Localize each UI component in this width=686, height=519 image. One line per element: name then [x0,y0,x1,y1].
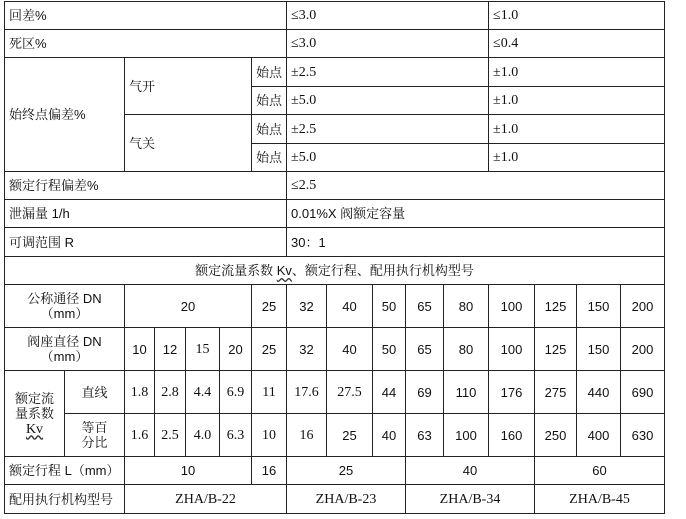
endpoint-value-2: ±1.0 [489,144,665,172]
air-open-label: 气开 [125,58,252,115]
seat-dn-value: 150 [577,328,621,371]
actuator-label: 配用执行机构型号 [5,485,125,514]
endpoint-value-1: ±5.0 [287,144,489,172]
endpoint-value-2: ±1.0 [489,87,665,115]
nominal-dn-label [5,285,125,328]
kv-linear-value: 2.8 [155,371,186,414]
kv-equal-value: 4.0 [186,414,220,457]
endpoint-value-2: ±1.0 [489,115,665,144]
kv-equal-value: 1.6 [125,414,155,457]
kv-linear-value: 27.5 [327,371,373,414]
range-label: 可调范围 R [5,228,287,257]
actuator-model: ZHA/B-22 [125,485,287,514]
rated-travel-value: 10 [125,457,252,485]
actuator-model: ZHA/B-23 [287,485,406,514]
endpoint-value-1: ±2.5 [287,115,489,144]
rated-travel-deviation-value: ≤2.5 [287,172,665,200]
start-point-label: 始点 [252,144,287,172]
kv-linear-value: 4.4 [186,371,220,414]
rated-travel-label: 额定行程 L（mm） [5,457,125,485]
row-rated-travel-deviation [5,172,665,200]
seat-dn-label-line1: 阀座直径 DN [27,334,102,349]
kv-label [5,371,65,457]
kv-linear-value: 11 [252,371,287,414]
section-title [5,257,665,285]
kv-linear-value: 275 [535,371,577,414]
seat-dn-value: 32 [287,328,327,371]
kv-equal-value: 63 [406,414,444,457]
kv-equal-value: 160 [489,414,535,457]
nominal-dn-value: 32 [287,285,327,328]
row-deadband [5,30,665,58]
start-point-label: 始点 [252,87,287,115]
endpoint-value-2: ±1.0 [489,58,665,87]
row-endpoint-1 [5,58,665,87]
kv-equal-value: 2.5 [155,414,186,457]
actuator-model: ZHA/B-45 [535,485,665,514]
deadband-value-1: ≤3.0 [287,30,489,58]
nominal-dn-label-line2: （mm） [40,306,89,321]
endpoint-value-1: ±2.5 [287,58,489,87]
seat-dn-value: 65 [406,328,444,371]
endpoint-value-1: ±5.0 [287,87,489,115]
kv-equal-value: 400 [577,414,621,457]
section-title-pre: 额定流量系数 [195,263,277,278]
row-seat-dn [5,328,665,371]
leakage-label: 泄漏量 1/h [5,200,287,228]
actuator-model: ZHA/B-34 [406,485,535,514]
seat-dn-value: 50 [373,328,406,371]
nominal-dn-value: 150 [577,285,621,328]
section-title-post: 、额定行程、配用执行机构型号 [291,263,474,278]
nominal-dn-value: 25 [252,285,287,328]
row-kv-equal-percentage [5,414,665,457]
deadband-value-2: ≤0.4 [489,30,665,58]
seat-dn-value: 100 [489,328,535,371]
seat-dn-label-line2: （mm） [40,349,89,364]
nominal-dn-value: 40 [327,285,373,328]
row-kv-linear [5,371,665,414]
seat-dn-value: 20 [220,328,252,371]
hysteresis-value-2: ≤1.0 [489,2,665,30]
seat-dn-value: 25 [252,328,287,371]
row-rated-travel [5,457,665,485]
kv-linear-value: 17.6 [287,371,327,414]
start-point-label: 始点 [252,58,287,87]
nominal-dn-label-line1: 公称通径 DN [27,291,102,306]
kv-equal-value: 10 [252,414,287,457]
kv-equal-value: 630 [621,414,665,457]
kv-linear-value: 440 [577,371,621,414]
equal-percentage-line2: 分比 [81,435,108,450]
seat-dn-value: 12 [155,328,186,371]
rated-travel-value: 60 [535,457,665,485]
kv-equal-value: 16 [287,414,327,457]
kv-linear-value: 6.9 [220,371,252,414]
rated-travel-value: 25 [287,457,406,485]
seat-dn-value: 40 [327,328,373,371]
kv-label-line2: 量系数 [14,405,54,421]
kv-label-kv: Kv [25,421,44,437]
row-leakage [5,200,665,228]
rated-travel-deviation-label: 额定行程偏差% [5,172,287,200]
row-section-title [5,257,665,285]
start-point-label: 始点 [252,115,287,144]
valve-spec-table [4,1,665,514]
kv-linear-value: 176 [489,371,535,414]
nominal-dn-value: 200 [621,285,665,328]
kv-linear-value: 1.8 [125,371,155,414]
endpoint-deviation-label: 始终点偏差% [5,58,125,172]
seat-dn-value: 200 [621,328,665,371]
nominal-dn-value: 65 [406,285,444,328]
seat-dn-value: 80 [444,328,489,371]
section-title-kv: Kv [276,263,292,278]
hysteresis-label: 回差% [5,2,287,30]
range-value: 30：1 [287,228,665,257]
row-hysteresis [5,2,665,30]
row-nominal-dn [5,285,665,328]
kv-linear-value: 69 [406,371,444,414]
seat-dn-value: 125 [535,328,577,371]
equal-percentage-label [65,414,125,457]
kv-linear-value: 690 [621,371,665,414]
nominal-dn-value: 125 [535,285,577,328]
rated-travel-value: 16 [252,457,287,485]
seat-dn-value: 10 [125,328,155,371]
kv-label-line1: 额定流 [14,390,54,406]
kv-equal-value: 100 [444,414,489,457]
kv-linear-value: 44 [373,371,406,414]
kv-linear-value: 110 [444,371,489,414]
kv-equal-value: 250 [535,414,577,457]
nominal-dn-value: 50 [373,285,406,328]
kv-equal-value: 6.3 [220,414,252,457]
row-actuator [5,485,665,514]
seat-dn-label [5,328,125,371]
air-close-label: 气关 [125,115,252,172]
seat-dn-value: 15 [186,328,220,371]
hysteresis-value-1: ≤3.0 [287,2,489,30]
nominal-dn-value: 20 [125,285,252,328]
kv-equal-value: 25 [327,414,373,457]
row-range [5,228,665,257]
equal-percentage-line1: 等百 [81,420,108,435]
rated-travel-value: 40 [406,457,535,485]
nominal-dn-value: 80 [444,285,489,328]
deadband-label: 死区% [5,30,287,58]
linear-label: 直线 [65,371,125,414]
kv-equal-value: 40 [373,414,406,457]
nominal-dn-value: 100 [489,285,535,328]
leakage-value: 0.01%X 阀额定容量 [287,200,665,228]
